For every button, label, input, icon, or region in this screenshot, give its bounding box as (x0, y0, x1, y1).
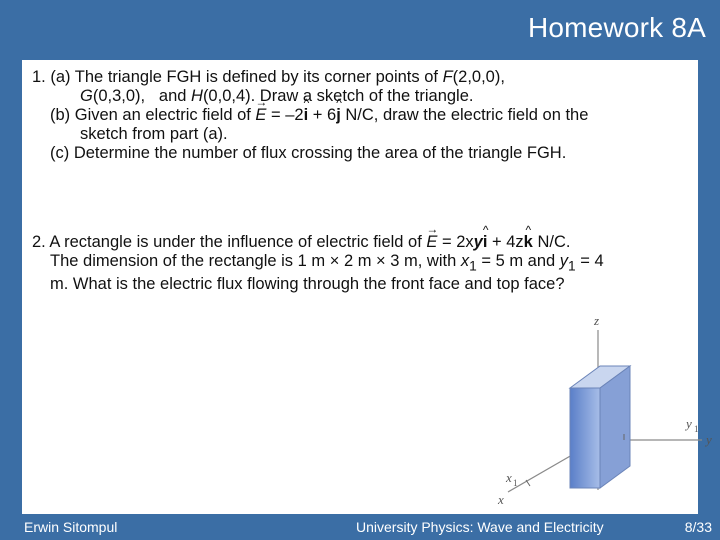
e-vector: → E (426, 233, 437, 252)
j-hat: ^ j (336, 106, 341, 125)
footer-author: Erwin Sitompul (24, 519, 118, 535)
q2-line1: 2. A rectangle is under the influence of electric field of → E = 2xy^ i + 4z^ k N/C. (32, 233, 692, 252)
q2-line2: The dimension of the rectangle is 1 m × 2 m × 3 m, with $x_1 = 5$ m and $y_1 = 4$ (50, 252, 604, 274)
y-label: y (706, 432, 712, 447)
q2-line3: m. What is the electric flux flowing through the front face and top face? (50, 275, 565, 294)
footer-bar (0, 514, 720, 540)
q1-part-a-line2: G(0,3,0), and H(0,0,4). Draw a sketch of the triangle. (80, 87, 474, 105)
box-front-face (570, 388, 600, 488)
question-1 (32, 68, 692, 163)
q1-part-b: (b) Given an electric field of → E = –2^ i + 6^ j N/C, draw the electric field on the (32, 106, 692, 125)
question-2 (32, 233, 692, 294)
k-hat: ^ k (524, 233, 533, 252)
slide-title: Homework 8A (527, 12, 706, 43)
q1-part-a: 1. (a) The triangle FGH is defined by its corner points of F(2,0,0), (32, 68, 505, 86)
y1-label: y (686, 416, 692, 431)
x-label: x (498, 492, 504, 507)
z-label: z (594, 313, 600, 328)
page-number: 8/33 (684, 519, 712, 535)
i-hat: ^ i (483, 233, 488, 252)
svg-text:1: 1 (694, 424, 699, 434)
title-bar (0, 0, 720, 60)
box-figure (470, 310, 720, 514)
i-hat: ^ i (304, 106, 309, 125)
q1-part-b-line2: sketch from part (a). (80, 125, 228, 143)
q1-part-c: (c) Determine the number of flux crossing the area of the triangle FGH. (50, 144, 567, 162)
x1-label: x (506, 470, 512, 485)
box-side-face (600, 366, 630, 488)
footer-course: University Physics: Wave and Electricity (356, 519, 604, 535)
e-vector: → E (255, 106, 266, 125)
svg-text:1: 1 (513, 478, 518, 488)
left-border (0, 0, 22, 540)
